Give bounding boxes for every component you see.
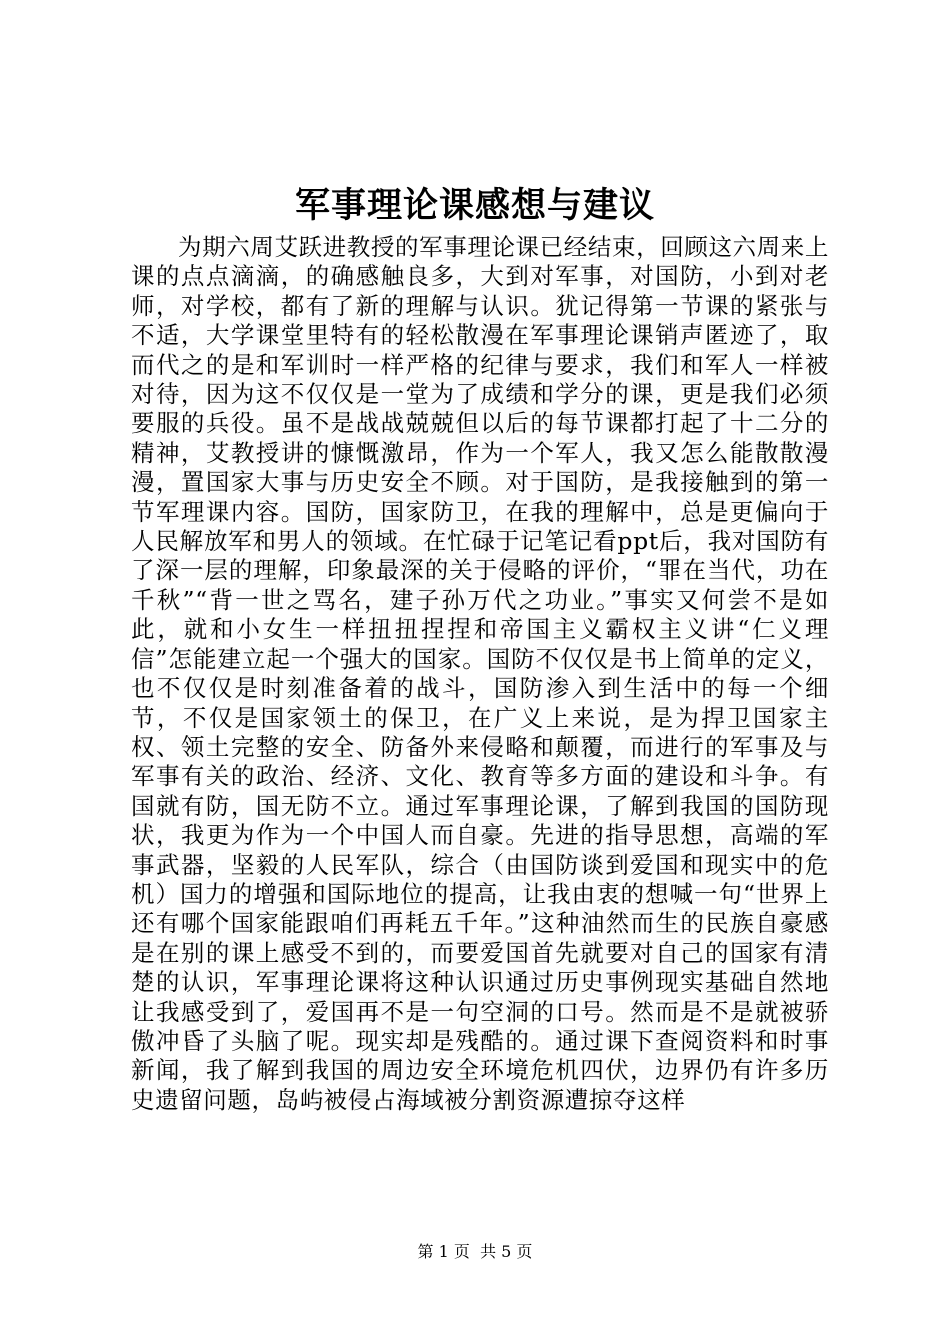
page-number-footer: 第 1 页 共 5 页 [417, 1242, 533, 1261]
body-paragraph: 为期六周艾跃进教授的军事理论课已经结束，回顾这六周来上课的点点滴滴，的确感触良多，大到对军事，对国防，小到对老师，对学校，都有了新的理解与认识。犹记得第一节课的紧张与不适，大学课堂里特有的轻松散漫在军事理论课销声匿迹了，取而代之的是和军训时一样严格的纪律与要求，我们和军人一样被对待，因为这不仅仅是一堂为了成绩和学分的课，更是我们必须要服的兵役。虽不是战战兢兢但以后的每节课都打起了十二分的精神，艾教授讲的慷慨激昂，作为一个军人，我又怎么能散散漫漫，置国家大事与历史安全不顾。对于国防，是我接触到的第一节军理课内容。国防，国家防卫，在我的理解中，总是更偏向于人民解放军和男人的领域。在忙碌于记笔记看ppt后，我对国防有了深一层的理解，印象最深的关于侵略的评价，“罪在当代，功在千秋”“背一世之骂名，建子孙万代之功业。”事实又何尝不是如此，就和小女生一样扭扭捏捏和帝国主义霸权主义讲“仁义理信”怎能建立起一个强大的国家。国防不仅仅是书上简单的定义，也不仅仅是时刻准备着的战斗，国防渗入到生活中的每一个细节，不仅是国家领土的保卫，在广义上来说，是为捍卫国家主权、领土完整的安全、防备外来侵略和颠覆，而进行的军事及与军事有关的政治、经济、文化、教育等多方面的建设和斗争。有国就有防，国无防不立。通过军事理论课，了解到我国的国防现状，我更为作为一个中国人而自豪。先进的指导思想，高端的军事武器，坚毅的人民军队，综合（由国防谈到爱国和现实中的危机）国力的增强和国际地位的提高，让我由衷的想喊一句“世界上还有哪个国家能跟咱们再耗五千年。”这种油然而生的民族自豪感是在别的课上感受不到的，而要爱国首先就要对自己的国家有清楚的认识，军事理论课将这种认识通过历史事例现实基础自然地让我感受到了，爱国再不是一句空洞的口号。然而是不是就被骄傲冲昏了头脑了呢。现实却是残酷的。通过课下查阅资料和时事新闻，我了解到我国的周边安全环境危机四伏，边界仍有许多历史遗留问题，岛屿被侵占海域被分割资源遭掠夺这样 [131, 233, 829, 1114]
document-body [131, 233, 829, 1115]
document-title: 军事理论课感想与建议 [294, 185, 655, 226]
